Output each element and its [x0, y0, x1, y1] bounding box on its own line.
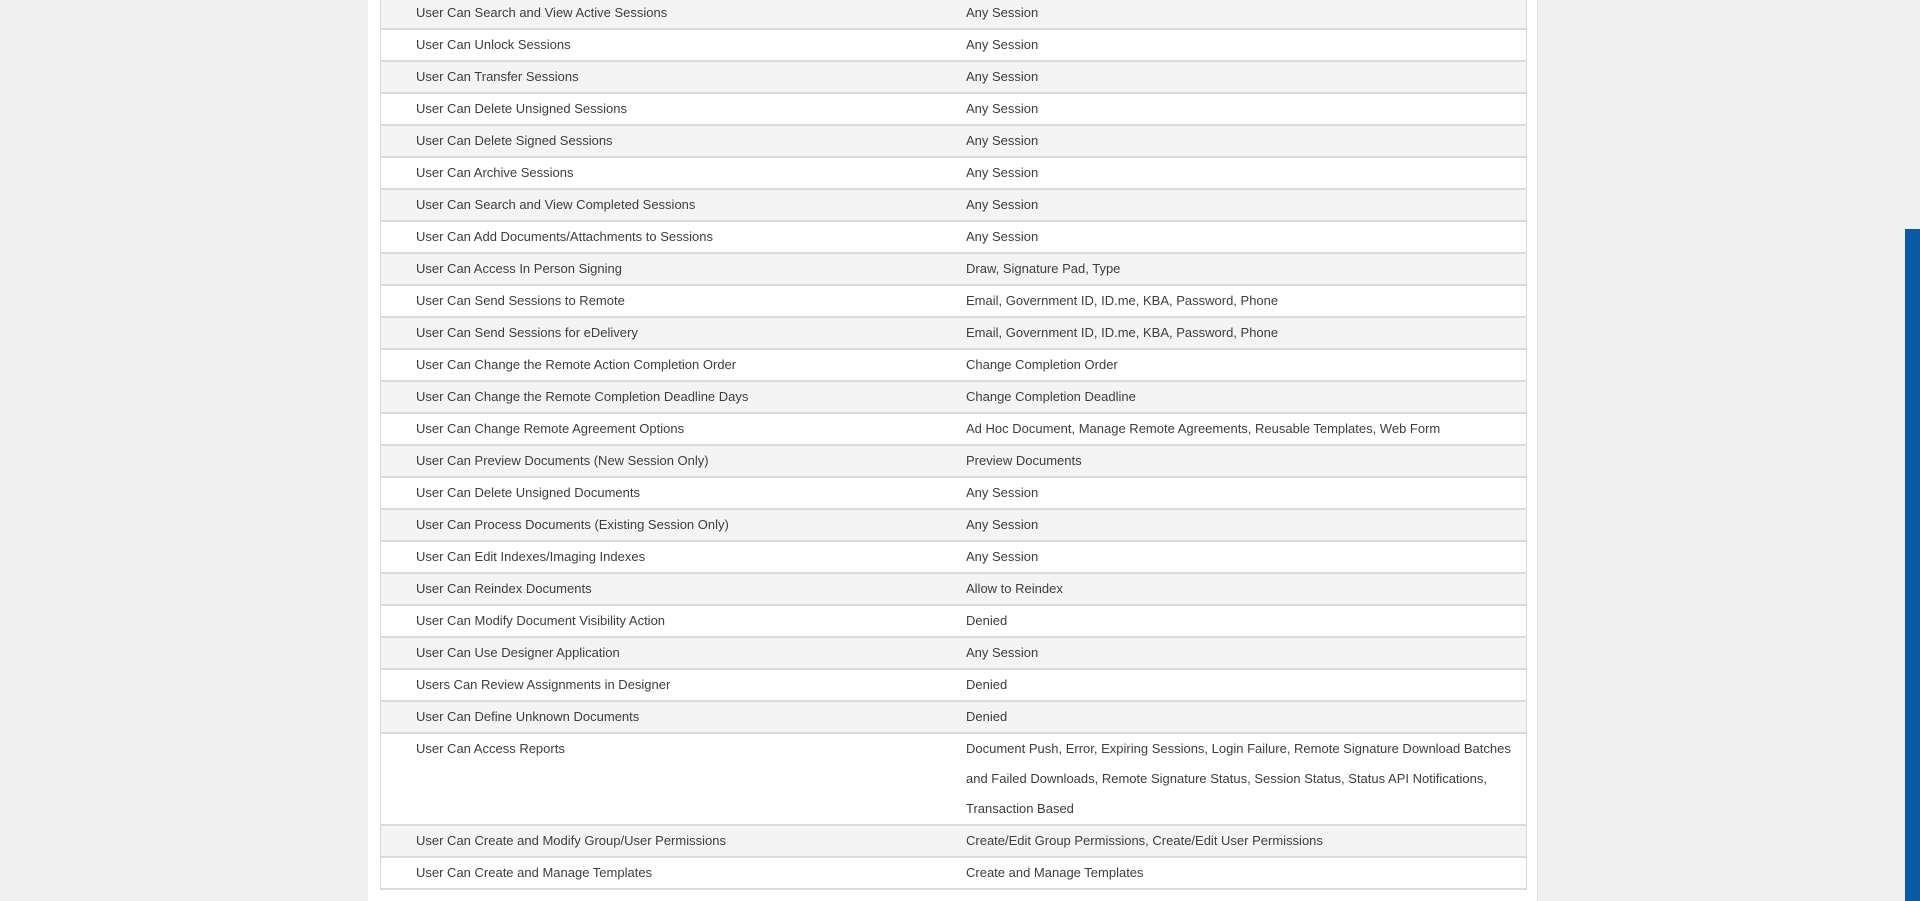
permission-value: Draw, Signature Pad, Type	[966, 261, 1121, 276]
permission-label: User Can Access In Person Signing	[416, 261, 622, 276]
permission-label: User Can Delete Unsigned Documents	[416, 485, 640, 500]
permission-label: User Can Access Reports	[416, 741, 565, 756]
scrollbar-thumb[interactable]	[1905, 229, 1920, 901]
table-row	[381, 286, 1526, 318]
permission-value: Email, Government ID, ID.me, KBA, Password, Phone	[966, 325, 1279, 340]
table-row	[381, 222, 1526, 254]
permission-label: User Can Search and View Completed Sessions	[416, 197, 696, 212]
permission-label: User Can Preview Documents (New Session Only)	[416, 453, 709, 468]
permission-value: Any Session	[966, 229, 1039, 244]
permission-value: Any Session	[966, 37, 1039, 52]
permission-value: Allow to Reindex	[966, 581, 1063, 596]
permission-label: User Can Edit Indexes/Imaging Indexes	[416, 549, 646, 564]
table-row	[381, 510, 1526, 542]
table-row	[381, 0, 1526, 30]
table-row	[381, 254, 1526, 286]
permission-value: Denied	[966, 613, 1008, 628]
table-row	[381, 606, 1526, 638]
permissions-table	[380, 0, 1527, 890]
permission-value: Create and Manage Templates	[966, 865, 1144, 880]
permission-label: User Can Delete Signed Sessions	[416, 133, 613, 148]
permission-value: Ad Hoc Document, Manage Remote Agreements, Reusable Templates, Web Form	[966, 421, 1441, 436]
table-row	[381, 350, 1526, 382]
permission-value: Any Session	[966, 5, 1039, 20]
permission-label: User Can Change the Remote Completion Deadline Days	[416, 389, 749, 404]
permission-label: User Can Delete Unsigned Sessions	[416, 101, 627, 116]
table-row	[381, 638, 1526, 670]
permission-label: User Can Use Designer Application	[416, 645, 620, 660]
permission-value: Any Session	[966, 165, 1039, 180]
permission-value: Any Session	[966, 69, 1039, 84]
permission-label: User Can Send Sessions to Remote	[416, 293, 625, 308]
permission-value: Any Session	[966, 549, 1039, 564]
permission-label: User Can Add Documents/Attachments to Sessions	[416, 229, 713, 244]
permission-label: User Can Transfer Sessions	[416, 69, 579, 84]
table-row	[381, 574, 1526, 606]
permission-value: Any Session	[966, 645, 1039, 660]
table-row	[381, 478, 1526, 510]
table-row	[381, 858, 1526, 890]
table-row	[381, 446, 1526, 478]
permission-value: Preview Documents	[966, 453, 1082, 468]
permission-label: User Can Define Unknown Documents	[416, 709, 640, 724]
permission-label: User Can Send Sessions for eDelivery	[416, 325, 638, 340]
permission-label: Users Can Review Assignments in Designer	[416, 677, 671, 692]
permission-value: Any Session	[966, 133, 1039, 148]
table-row	[381, 670, 1526, 702]
permission-value: Any Session	[966, 197, 1039, 212]
permission-label: User Can Create and Manage Templates	[416, 865, 653, 880]
table-row	[381, 94, 1526, 126]
permission-value: Any Session	[966, 485, 1039, 500]
permission-value: Any Session	[966, 517, 1039, 532]
permission-label: User Can Reindex Documents	[416, 581, 592, 596]
permissions-panel	[368, 0, 1538, 901]
table-row	[381, 318, 1526, 350]
table-row	[381, 542, 1526, 574]
permission-label: User Can Change the Remote Action Completion Order	[416, 357, 737, 372]
permission-value: Document Push, Error, Expiring Sessions, Login Failure, Remote Signature Download Batches and Failed Downloads, Remote Signature Status, Session Status, Status API Notifications, Transaction Based	[966, 741, 1511, 816]
permission-value: Email, Government ID, ID.me, KBA, Password, Phone	[966, 293, 1279, 308]
table-row	[381, 62, 1526, 94]
permission-value: Denied	[966, 677, 1008, 692]
table-row	[381, 30, 1526, 62]
table-row	[381, 190, 1526, 222]
table-row	[381, 734, 1526, 826]
permission-label: User Can Search and View Active Sessions	[416, 5, 668, 20]
permission-value: Any Session	[966, 101, 1039, 116]
table-row	[381, 826, 1526, 858]
table-row	[381, 414, 1526, 446]
table-row	[381, 158, 1526, 190]
permission-value: Create/Edit Group Permissions, Create/Edit User Permissions	[966, 833, 1323, 848]
table-row	[381, 126, 1526, 158]
table-row	[381, 702, 1526, 734]
permission-label: User Can Create and Modify Group/User Permissions	[416, 833, 726, 848]
permission-label: User Can Archive Sessions	[416, 165, 574, 180]
permission-value: Denied	[966, 709, 1008, 724]
permission-label: User Can Process Documents (Existing Session Only)	[416, 517, 729, 532]
permission-label: User Can Unlock Sessions	[416, 37, 571, 52]
permission-label: User Can Change Remote Agreement Options	[416, 421, 685, 436]
table-row	[381, 382, 1526, 414]
permission-value: Change Completion Order	[966, 357, 1118, 372]
permission-value: Change Completion Deadline	[966, 389, 1136, 404]
permission-label: User Can Modify Document Visibility Action	[416, 613, 666, 628]
